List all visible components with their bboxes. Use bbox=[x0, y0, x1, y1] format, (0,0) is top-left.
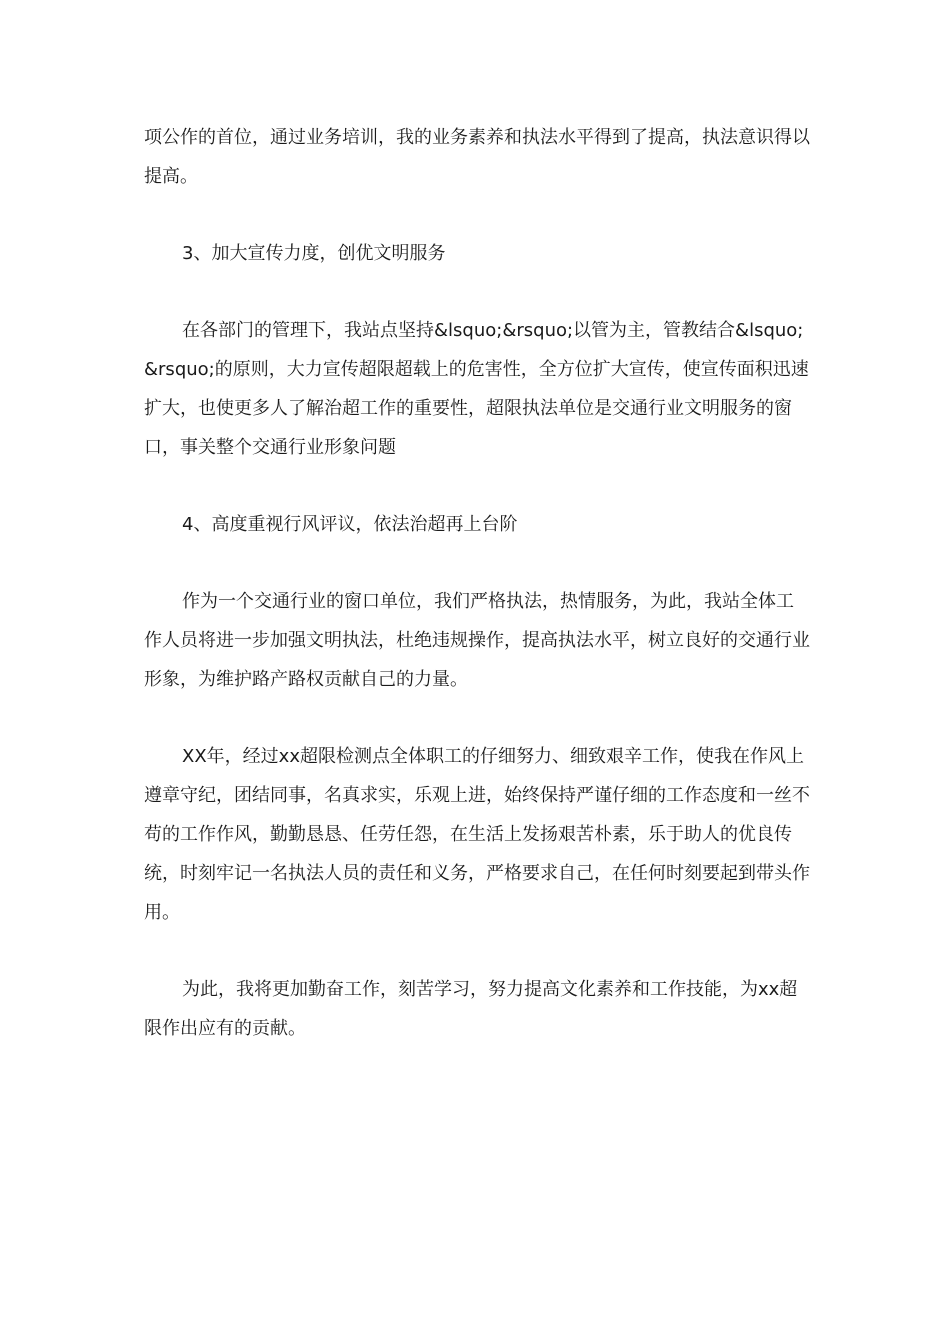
paragraph-publicity: 在各部门的管理下，我站点坚持&lsquo;&rsquo;以管为主，管教结合&lsquo;&rsquo;的原则，大力宣传超限超载上的危害性，全方位扩大宣传，使宣传面积迅速扩大，也使更多人了解治超工作的重要性，超限执法单位是交通行业文明服务的窗口，事关整个交通行业形象问题 bbox=[144, 320, 809, 458]
paragraph-year-summary: XX年，经过xx超限检测点全体职工的仔细努力、细致艰辛工作，使我在作风上遵章守纪，团结同事，名真求实，乐观上进，始终保持严谨仔细的工作态度和一丝不苟的工作作风，勤勤恳恳、任劳任怨，在生活上发扬艰苦朴素，乐于助人的优良传统，时刻牢记一名执法人员的责任和义务，严格要求自己，在任何时刻要起到带头作用。 bbox=[144, 746, 810, 923]
section-heading-3: 3、加大宣传力度，创优文明服务 bbox=[182, 243, 446, 264]
section-heading-4: 4、高度重视行风评议，依法治超再上台阶 bbox=[182, 514, 518, 535]
document-body bbox=[144, 118, 810, 1048]
paragraph-continuation: 项公作的首位，通过业务培训，我的业务素养和执法水平得到了提高，执法意识得以提高。 bbox=[144, 127, 810, 187]
paragraph-conclusion: 为此，我将更加勤奋工作，刻苦学习，努力提高文化素养和工作技能，为xx超限作出应有的贡献。 bbox=[144, 979, 798, 1039]
paragraph-window-unit: 作为一个交通行业的窗口单位，我们严格执法，热情服务，为此，我站全体工作人员将进一步加强文明执法，杜绝违规操作，提高执法水平，树立良好的交通行业形象，为维护路产路权贡献自己的力量。 bbox=[144, 591, 810, 690]
